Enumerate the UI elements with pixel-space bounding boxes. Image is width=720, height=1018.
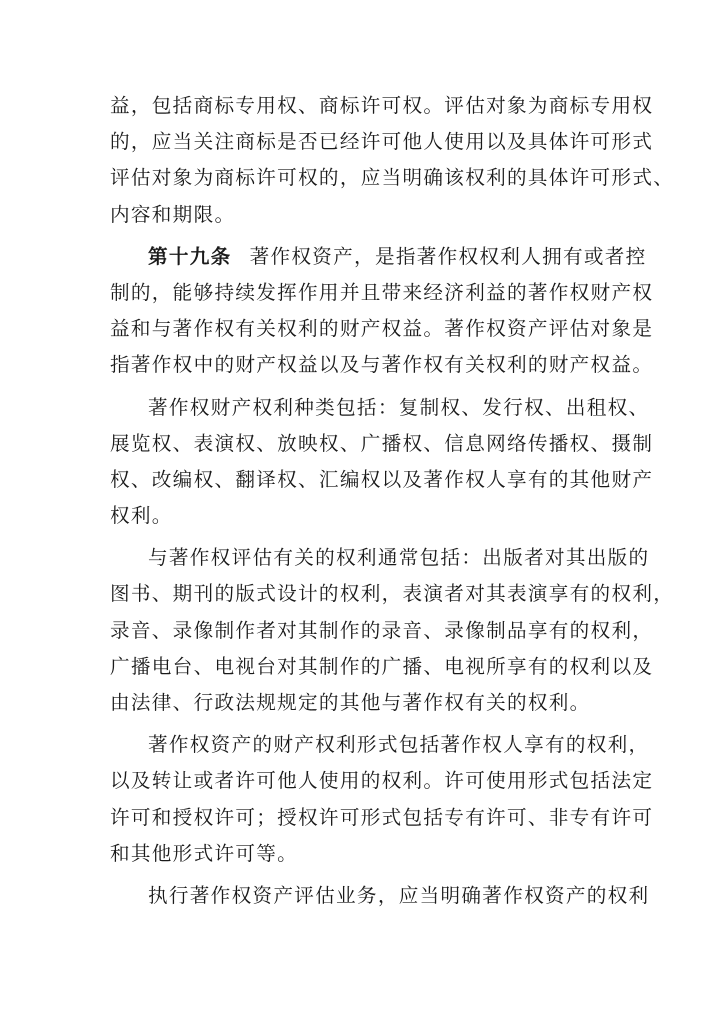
text-line: 益，包括商标专用权、商标许可权。评估对象为商标专用权 xyxy=(110,94,654,117)
text-line: 评估对象为商标许可权的，应当明确该权利的具体许可形式、 xyxy=(110,166,675,190)
text-line: 的，应当关注商标是否已经许可他人使用以及具体许可形式 xyxy=(110,130,654,154)
article-19-first-line xyxy=(110,239,647,275)
text-line: 著作权资产的财产权利形式包括著作权人享有的权利， xyxy=(148,733,650,757)
document-page xyxy=(110,88,675,914)
text-line: 许可和授权许可；授权许可形式包括专有许可、非专有许可 xyxy=(110,805,654,829)
text-line: 内容和期限。 xyxy=(110,202,236,226)
paragraph-related-rights xyxy=(110,540,675,721)
text-line: 制的，能够持续发挥作用并且带来经济利益的著作权财产权 xyxy=(110,280,654,304)
text-line: 执行著作权资产评估业务，应当明确著作权资产的权利 xyxy=(148,883,650,907)
text-line: 与著作权评估有关的权利通常包括：出版者对其出版的 xyxy=(148,546,650,570)
text-line: 展览权、表演权、放映权、广播权、信息网络传播权、摄制 xyxy=(110,431,654,455)
paragraph-rights-types xyxy=(110,390,654,535)
text-line: 指著作权中的财产权益以及与著作权有关权利的财产权益。 xyxy=(110,353,654,377)
text-line: 权、改编权、翻译权、汇编权以及著作权人享有的其他财产 xyxy=(110,467,654,491)
paragraph-continuation xyxy=(110,88,675,233)
text-line: 和其他形式许可等。 xyxy=(110,841,299,865)
article-19 xyxy=(110,239,654,384)
paragraph-practice xyxy=(110,878,650,914)
text-line: 以及转让或者许可他人使用的权利。许可使用形式包括法定 xyxy=(110,769,654,793)
text-line: 录音、录像制作者对其制作的录音、录像制品享有的权利， xyxy=(110,618,654,642)
text-line: 益和与著作权有关权利的财产权益。著作权资产评估对象是 xyxy=(110,317,654,341)
text-line: 著作权财产权利种类包括：复制权、发行权、出租权、 xyxy=(148,395,650,419)
text-line: 图书、期刊的版式设计的权利，表演者对其表演享有的权利， xyxy=(110,582,675,606)
text-line: 权利。 xyxy=(110,504,173,528)
article-text: 著作权资产，是指著作权权利人拥有或者控 xyxy=(249,244,647,268)
article-label: 第十九条 xyxy=(148,244,232,268)
text-line: 由法律、行政法规规定的其他与著作权有关的权利。 xyxy=(110,691,591,714)
paragraph-forms xyxy=(110,727,654,872)
text-line: 广播电台、电视台对其制作的广播、电视所享有的权利以及 xyxy=(110,654,654,678)
